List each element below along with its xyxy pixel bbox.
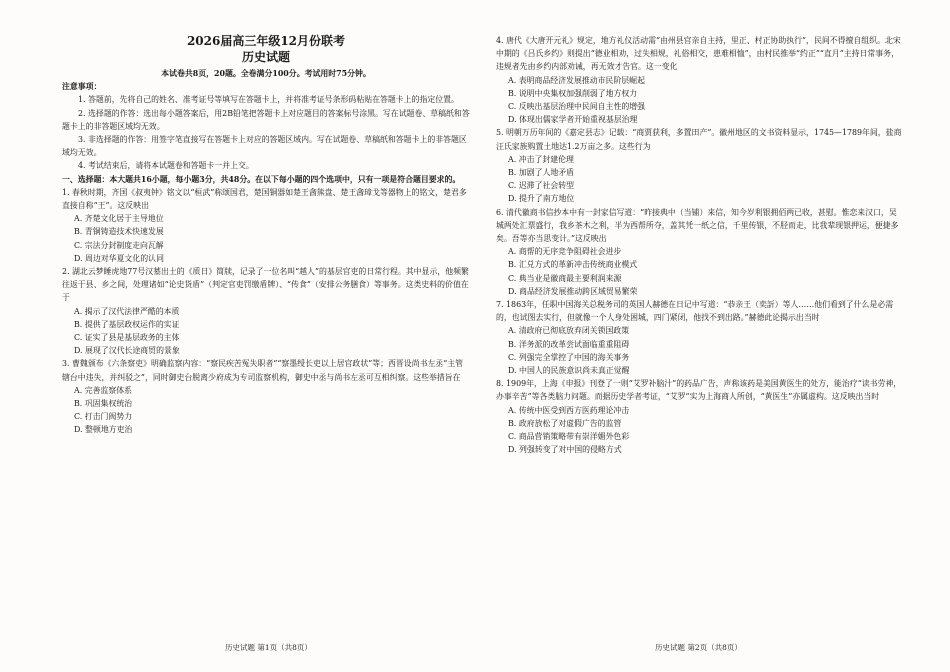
option-c: C. 证实了县是基层政务的主体 bbox=[74, 333, 180, 343]
exam-subtitle: 历史试题 bbox=[241, 50, 290, 64]
option-d: D. 提升了南方地位 bbox=[508, 194, 575, 204]
question-5 bbox=[496, 126, 904, 205]
option-b: B. 政府放松了对虚假广告的监管 bbox=[508, 418, 622, 428]
option-a: A. 冲击了封建伦理 bbox=[508, 154, 574, 164]
exam-info: 本试卷共8页，20题。全卷满分100分。考试用时75分钟。 bbox=[161, 69, 371, 78]
option-b: B. 巩固集权统治 bbox=[74, 399, 133, 409]
option-b: B. 说明中央集权加强削弱了地方权力 bbox=[508, 88, 638, 98]
question-8 bbox=[496, 377, 904, 456]
option-d: D. 体现出儒家学者开始重视基层治理 bbox=[508, 115, 638, 125]
section-heading: 一、选择题：本大题共16小题，每小题3分，共48分。在以下每小题的四个选项中，只有一项是符合题目要求的。 bbox=[62, 174, 461, 184]
notice-item: 4. 考试结束后，请将本试题卷和答题卡一并上交。 bbox=[78, 161, 254, 171]
page-footer-right: 历史试题 第2页（共8页） bbox=[655, 643, 742, 652]
notice-item: 2. 选择题的作答：选出每小题答案后，用2B铅笔把答题卡上对应题目的答案标号涂黑。写在试题卷、草稿纸和答题卡上的非答题区域均无效。 bbox=[62, 108, 470, 131]
option-b: B. 青铜铸造技术快速发展 bbox=[74, 227, 164, 237]
option-c: C. 商品营销策略带有崇洋媚外色彩 bbox=[508, 432, 630, 442]
option-d: D. 展现了汉代长途商贸的景象 bbox=[74, 346, 180, 356]
notice-item: 3. 非选择题的作答：用签字笔直接写在答题卡上对应的答题区域内。写在试题卷、草稿纸和答题卡上的非答题区域均无效。 bbox=[62, 135, 467, 158]
right-page-column bbox=[496, 34, 904, 457]
question-stem: 7. 1863年，任职中国海关总税务司的英国人赫德在日记中写道：“恭亲王（奕訢）等人……他们看到了什么是必需的，也试图去实行，但就像一个人身处困城，四门紧闭，他找不到出路。”赫德此论揭示出当时 bbox=[496, 300, 894, 323]
option-c: C. 反映出基层治理中民间自主性的增强 bbox=[508, 102, 646, 112]
question-stem: 6. 清代徽商书信抄本中有一封家信写道：“昨接典中（当铺）来信，知今岁利银拥佰两已收，甚慰。惟恋来汉口，吴城两处汇票盛行，我乡茶木之利，半为西帮所夺，盖其凭一纸之信，千里传银，不胫而走，比我辈现银押运，便捷多矣。吾等亦当思变计。”这反映出 bbox=[496, 207, 899, 244]
question-stem: 1. 春秋时期，齐国《叔夷钟》铭文以“桓武”称颂国君，楚国铜器如楚王酓熊盘、楚王酓璋戈等器物上的铭文，楚君多直接自称“王”。这反映出 bbox=[62, 187, 467, 211]
question-3 bbox=[62, 357, 470, 436]
notice-heading: 注意事项： bbox=[62, 82, 102, 92]
option-b: B. 汇兑方式的革新冲击传统商业模式 bbox=[508, 260, 638, 270]
option-d: D. 周边对华夏文化的认同 bbox=[74, 253, 164, 263]
question-stem: 2. 湖北云梦睡虎地77号汉墓出土的《质日》简牍，记录了一位名叫“越人”的基层官吏的日常行程。其中显示，他频繁往返于县、乡之间，处理诸如“论史货盾”（判定官吏罚缴盾牌）、“传食”（安排公务膳食）等事务。这类史料的价值在于 bbox=[62, 267, 469, 303]
question-7 bbox=[496, 298, 904, 377]
page-footer-left: 历史试题 第1页（共8页） bbox=[225, 643, 312, 652]
question-stem: 4. 唐代《大唐开元礼》规定，地方礼仪活动需“由州县官亲自主持，里正、村正协助执行”，民间不得擅自组织。北宋中期的《吕氏乡约》则提出“德业相劝，过失相规，礼俗相交，患难相恤”，由村民推举“约正”“直月”主持日常事务，违规者先由乡约内部劝诫，再无效才告官。这一变化 bbox=[496, 36, 901, 72]
option-d: D. 整顿地方吏治 bbox=[74, 425, 133, 435]
question-stem: 3. 曹魏颁布《六条察吏》明确监察内容：“察民疾苦冤失职者”“察墨绶长吏以上居官政状”等；西晋设尚书左丞“主管辖台中违失，并纠驳之”，同时御史台脱离少府成为专司监察机构，御史中丞与尚书左丞可互相纠察。这些举措旨在 bbox=[62, 359, 464, 382]
option-a: A. 齐楚文化居于主导地位 bbox=[74, 214, 164, 224]
option-b: B. 加剧了人地矛盾 bbox=[508, 168, 575, 178]
option-c: C. 典当业是徽商最主要利润来源 bbox=[508, 273, 622, 283]
option-c: C. 宗法分封制度走向瓦解 bbox=[74, 240, 164, 250]
question-stem: 8. 1909年，上海《申报》刊登了一则“艾罗补脑汁”的药品广告，声称该药是美国黄医生的处方，能治疗“读书劳神，办事辛苦”等各类脑力问题。而据历史学者考证，“艾罗”实为上海商人所创，“黄医生”亦属虚构。这反映出当时 bbox=[496, 379, 902, 402]
option-a: A. 传统中医受到西方医药理论冲击 bbox=[508, 405, 630, 415]
option-c: C. 打击门阀势力 bbox=[74, 412, 133, 422]
option-b: B. 提供了基层政权运作的实证 bbox=[74, 319, 180, 329]
option-b: B. 洋务派的改革尝试面临重重阻碍 bbox=[508, 339, 630, 349]
option-a: A. 商帮的无序竞争阻碍社会进步 bbox=[508, 247, 622, 257]
question-1 bbox=[62, 186, 470, 265]
option-d: D. 中国人的民族意识尚未真正觉醒 bbox=[508, 366, 630, 376]
option-c: C. 迟滞了社会转型 bbox=[508, 181, 575, 191]
option-d: D. 列强转变了对中国的侵略方式 bbox=[508, 445, 622, 455]
question-6 bbox=[496, 206, 904, 298]
question-stem: 5. 明朝万历年间的《嘉定县志》记载：“商贾获利，多置田产”。徽州地区的文书资料显示，1745—1789年间，盐商汪氏家族购置土地达1.2万亩之多。这些行为 bbox=[496, 128, 902, 151]
option-a: A. 揭示了汉代法律严酷的本质 bbox=[74, 306, 180, 316]
exam-title: 2026届高三年级12月份联考 bbox=[186, 34, 346, 48]
option-a: A. 表明商品经济发展推动市民阶层崛起 bbox=[508, 75, 645, 85]
question-4 bbox=[496, 34, 904, 126]
question-2 bbox=[62, 265, 470, 357]
option-c: C. 列强完全掌控了中国的海关事务 bbox=[508, 352, 630, 362]
option-a: A. 清政府已彻底放弃闭关锁国政策 bbox=[508, 326, 630, 336]
left-page-column bbox=[62, 34, 470, 437]
option-a: A. 完善监察体系 bbox=[74, 385, 133, 395]
option-d: D. 商品经济发展推动跨区域贸易繁荣 bbox=[508, 286, 638, 296]
notice-item: 1. 答题前，先将自己的姓名、准考证号等填写在答题卡上，并将准考证号条形码粘贴在答题卡上的指定位置。 bbox=[78, 95, 459, 105]
